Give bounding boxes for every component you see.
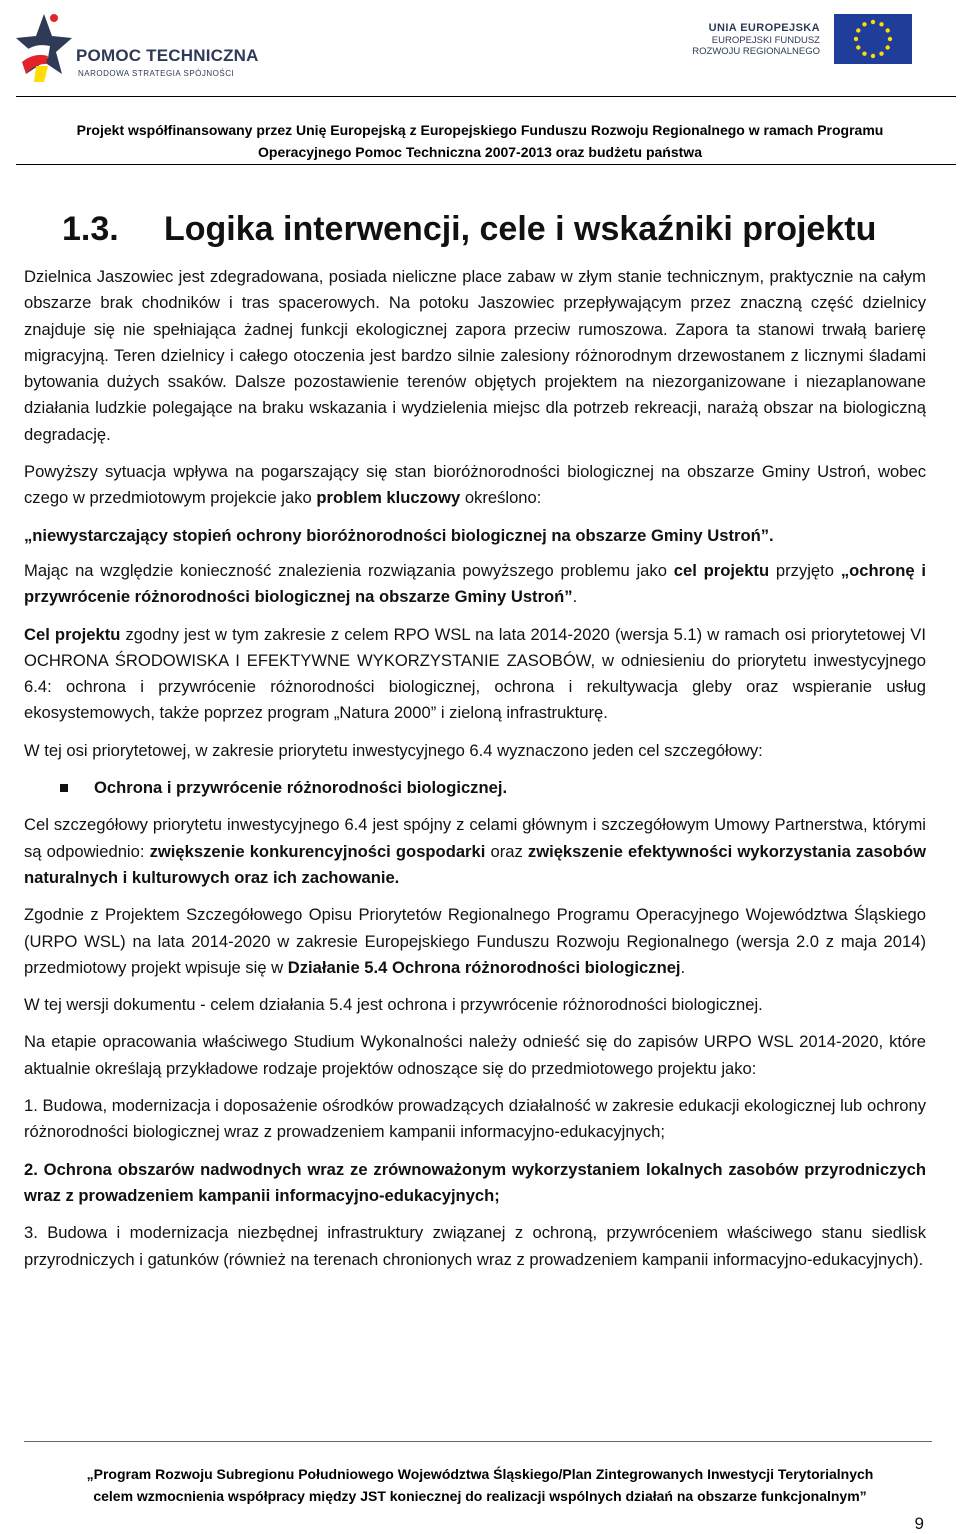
key-problem-text: „niewystarczający stopień ochrony bioróżnorodności biologicznej na obszarze Gminy Ustroń”. — [24, 525, 774, 545]
header-divider-bottom — [16, 164, 956, 165]
square-bullet-icon — [60, 784, 68, 792]
eu-logo-line2: EUROPEJSKI FUNDUSZ — [711, 35, 820, 46]
section-heading — [62, 210, 942, 249]
paragraph-partnership-a: Cel szczegółowy priorytetu inwestycyjnego 6.4 jest spójny z celami głównym i szczegółowym Umowy Partnerstwa, którymi są odpowiednio: — [24, 815, 926, 861]
section-number: 1.3. — [62, 210, 119, 248]
header-divider-top — [16, 96, 956, 97]
project-goal-label-2: Cel projektu — [24, 624, 121, 644]
project-goal-text: „ochronę i przywrócenie różnorodności biologicznej na obszarze Gminy Ustroń” — [24, 560, 926, 607]
section-title: Logika interwencji, cele i wskaźniki projektu — [164, 210, 877, 248]
document-body — [24, 264, 926, 1284]
footer-divider — [24, 1441, 932, 1442]
project-type-item-2 — [24, 1157, 926, 1210]
eu-logo-text — [688, 22, 820, 57]
paragraph-problem-intro-c: określono: — [460, 488, 542, 508]
project-type-item-2-text: 2. Ochrona obszarów nadwodnych wraz ze zrównoważonym wykorzystaniem lokalnych zasobów przyrodniczych wraz z prowadzeniem kampanii informacyjno-edukacyjnych; — [24, 1159, 926, 1205]
paragraph-feasibility: Na etapie opracowania właściwego Studium Wykonalności należy odnieść się do zapisów URPO WSL 2014-2020, które aktualnie określają przykładowe rodzaje projektów odnoszące się do przedmiotowego projektu jako: — [24, 1032, 926, 1078]
paragraph-project-goal-c: przyjęto — [769, 560, 841, 580]
paragraph-measure-goal: W tej wersji dokumentu - celem działania 5.4 jest ochrona i przywrócenie różnorodności biologicznej. — [24, 995, 763, 1015]
paragraph-problem-intro-a: Powyższy sytuacja wpływa na pogarszający się stan bioróżnorodności biologicznej na obszarze Gminy Ustroń, wobec czego w przedmiotowym projekcie jako — [24, 462, 926, 508]
pomoc-techniczna-star-icon — [14, 12, 74, 86]
specific-goal-bullet — [24, 775, 926, 801]
paragraph-urpo-c: . — [680, 957, 686, 977]
eu-logo-line1: UNIA EUROPEJSKA — [708, 22, 820, 34]
key-problem-statement — [24, 523, 926, 549]
partnership-goal-specific: zwiększenie efektywności wykorzystania zasobów naturalnych i kulturowych oraz ich zachowanie. — [24, 841, 926, 887]
project-goal-label: cel projektu — [673, 560, 770, 580]
pomoc-techniczna-logo — [14, 12, 259, 90]
footer-program-title — [0, 1463, 960, 1507]
project-funding-line2: Operacyjnego Pomoc Techniczna 2007-2013 oraz budżetu państwa — [258, 144, 702, 160]
page-number: 9 — [914, 1514, 924, 1533]
paragraph-project-goal-e: . — [572, 587, 578, 607]
paragraph-rpo-alignment-text: zgodny jest w tym zakresie z celem RPO WSL na lata 2014-2020 (wersja 5.1) w ramach osi priorytetowej VI OCHRONA ŚRODOWISKA I EFEKTYWNE WYKORZYSTANIE ZASOBÓW, w odniesieniu do priorytetu inwestycyjnego 6.4: ochrona i przywrócenie różnorodności biologicznej, ochrona i rekultywacja gleby oraz wspieranie usług ekosystemowych, także poprzez program „Natura 2000” i zieloną infrastrukturę. — [24, 624, 926, 723]
paragraph-urpo-a: Zgodnie z Projektem Szczegółowego Opisu Priorytetów Regionalnego Programu Operacyjnego Województwa Śląskiego (URPO WSL) na lata 2014-2020 w zakresie Europejskiego Funduszu Rozwoju Regionalnego (wersja 2.0 z maja 2014) przedmiotowy projekt wpisuje się w — [24, 905, 926, 977]
paragraph-context: Dzielnica Jaszowiec jest zdegradowana, posiada nieliczne place zabaw w złym stanie technicznym, praktycznie na całym obszarze brak chodników i tras spacerowych. Na potoku Jaszowiec przepływającym przez znaczną część dzielnicy znajduje się nie spełniająca żadnej funkcji ekologicznej zapora przeciw rumoszowa. Zapora ta stanowi trwałą barierę migracyjną. Teren dzielnicy i całego otoczenia jest bardzo silnie zalesiony różnorodnym drzewostanem z licznymi śladami bytowania dużych ssaków. Dalsze pozostawienie terenów objętych projektem na niezorganizowane i niezaplanowane działania ludzkie polegające na braku wskazania i wydzielenia miejsc dla potrzeb rekreacji, narażą obszar na biologiczną degradację. — [24, 267, 926, 444]
paragraph-rpo-alignment — [24, 622, 926, 727]
paragraph-urpo — [24, 902, 926, 981]
eu-logo — [688, 14, 912, 64]
paragraph-project-goal-a: Mając na względzie konieczność znalezienia rozwiązania powyższego problemu jako — [24, 560, 674, 580]
project-funding-line1: Projekt współfinansowany przez Unię Europejską z Europejskiego Funduszu Rozwoju Regionalnego w ramach Programu — [76, 122, 884, 138]
logo-subtitle: NARODOWA STRATEGIA SPÓJNOŚCI — [78, 69, 235, 78]
paragraph-specific-goal-intro: W tej osi priorytetowej, w zakresie priorytetu inwestycyjnego 6.4 wyznaczono jeden cel szczegółowy: — [24, 740, 763, 760]
footer-line2: celem wzmocnienia współpracy między JST koniecznej do realizacji wspólnych działań na obszarze funkcjonalnym” — [93, 1488, 867, 1504]
paragraph-project-goal — [24, 558, 926, 611]
partnership-goal-main: zwiększenie konkurencyjności gospodarki — [149, 841, 486, 861]
urpo-measure: Działanie 5.4 Ochrona różnorodności biologicznej — [287, 957, 681, 977]
header-logos — [0, 0, 960, 98]
project-funding-banner — [0, 119, 960, 163]
logo-title: POMOC TECHNICZNA — [76, 46, 259, 65]
paragraph-partnership — [24, 812, 926, 891]
specific-goal-text: Ochrona i przywrócenie różnorodności biologicznej. — [94, 778, 508, 798]
key-problem-label: problem kluczowy — [316, 488, 461, 508]
project-type-item-1: 1. Budowa, modernizacja i doposażenie ośrodków prowadzących działalność w zakresie edukacji ekologicznej lub ochrony różnorodności biologicznej wraz z prowadzeniem kampanii informacyjno-edukacyjnych; — [24, 1096, 926, 1142]
eu-flag-icon — [834, 14, 912, 64]
eu-logo-line3: ROZWOJU REGIONALNEGO — [692, 46, 820, 57]
project-type-item-3: 3. Budowa i modernizacja niezbędnej infrastruktury związanej z ochroną, przywróceniem właściwego stanu siedlisk przyrodniczych i gatunków (również na terenach chronionych wraz z prowadzeniem kampanii informacyjno-edukacyjnych). — [24, 1223, 926, 1269]
paragraph-problem-intro — [24, 459, 926, 512]
paragraph-partnership-c: oraz — [485, 841, 528, 861]
footer-line1: „Program Rozwoju Subregionu Południowego Województwa Śląskiego/Plan Zintegrowanych Inwestycji Terytorialnych — [86, 1466, 874, 1482]
